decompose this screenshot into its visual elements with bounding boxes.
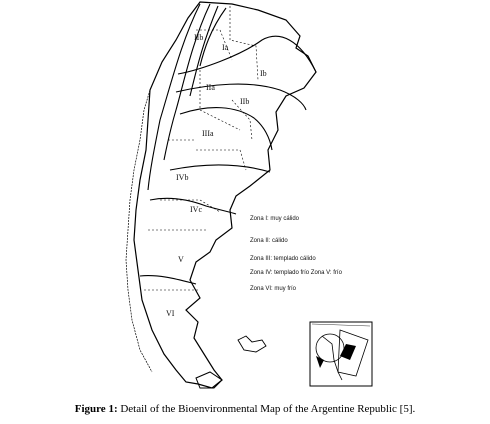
zone-label-iib: IIb: [194, 33, 204, 42]
province-boundaries: [144, 6, 258, 290]
inset-locator-map: [310, 322, 372, 386]
zone-label-ia: Ia: [222, 43, 229, 52]
west-coast-detail: [126, 90, 152, 372]
zone-label-ib: Ib: [260, 69, 267, 78]
figure-caption: [0, 403, 490, 415]
zone-boundary-iv: [170, 165, 270, 172]
caption-label: Figure 1:: [74, 403, 118, 415]
legend-item-zone-iv-v: Zona IV: templado frío Zona V: frío: [250, 270, 342, 276]
legend-item-zone-ii: Zona II: cálido: [250, 238, 288, 244]
zone-label-vi: VI: [166, 309, 175, 318]
isoline-1: [148, 4, 200, 190]
legend-item-zone-i: Zona I: muy cálido: [250, 216, 300, 222]
zone-label-ivb: IVb: [176, 173, 189, 182]
zone-label-iib-east: IIb: [240, 97, 250, 106]
legend-item-zone-vi: Zona VI: muy frío: [250, 286, 297, 292]
caption-text: Detail of the Bioenvironmental Map of the Argentine Republic [5].: [117, 403, 416, 415]
falkland-islands: [238, 336, 266, 352]
zone-boundary-iiia: [180, 108, 272, 150]
zone-label-ivc: IVc: [190, 205, 202, 214]
zone-label-iiia: IIIa: [202, 129, 214, 138]
zone-boundary-v: [140, 276, 196, 284]
zone-label-iia: IIa: [206, 83, 215, 92]
legend-item-zone-iii: Zona III: templado cálido: [250, 256, 316, 262]
zone-label-v: V: [178, 255, 184, 264]
legend: [250, 216, 343, 292]
